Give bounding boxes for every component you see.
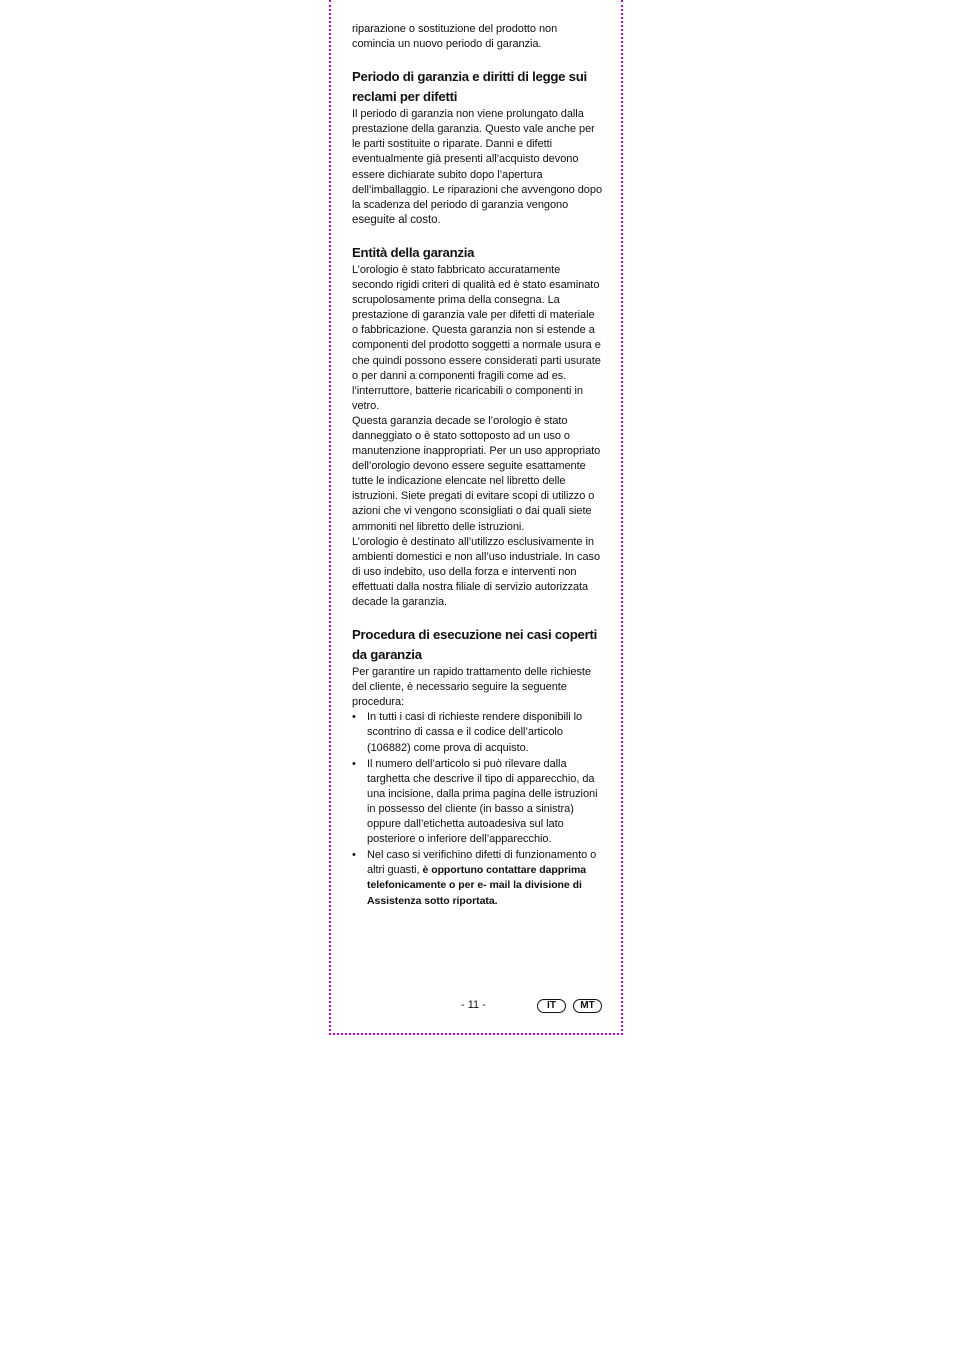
- section-body-warranty-scope-2: Questa garanzia decade se l’orologio è stato danneggiato o è stato sottoposto ad un uso o manutenzione inappropriati. Per un uso appropriato dell’orologio devono essere seguite esattamente tutte le indicazione elencate nel libretto delle istruzioni. Siete pregati di evitare scopi di utilizzo o azioni che vi vengono sconsigliati o dai quali siete ammoniti nel libretto delle istruzioni.: [352, 414, 601, 533]
- section-body-warranty-scope-1: L’orologio è stato fabbricato accuratamente secondo rigidi criteri di qualità ed è stato esaminato scrupolosamente prima della consegna. La prestazione di garanzia vale per difetti di materiale o fabbricazione. Questa garanzia non si estende a componenti del prodotto soggetti a normale usura e che quindi possono essere considerati parti usurate o per danni a componenti fragili come ad es. l’interruttore, batterie ricaricabili o componenti in vetro.: [352, 263, 601, 412]
- section-body-warranty-period: Il periodo di garanzia non viene prolungato dalla prestazione della garanzia. Questo vale anche per le parti sostituite o riparate. Danni e difetti eventualmente già presenti all’acquisto devono essere dichiarate subito dopo l’apertura dell’imballaggio. Le riparazioni che avvengono dopo la scadenza del periodo di garanzia vengono eseguite al costo.: [352, 108, 603, 226]
- list-item: • Il numero dell’articolo si può rilevare dalla targhetta che descrive il tipo di apparecchio, da una incisione, dalla prima pagina delle istruzioni in possesso del cliente (in basso a sinistra) oppure dall’etichetta autoadesiva sul lato posteriore o inferiore dell’apparecchio.: [352, 757, 602, 848]
- procedure-list: [352, 710, 602, 908]
- section-title-warranty-scope: Entità della garanzia: [352, 244, 475, 260]
- list-item: • Nel caso si verifichino difetti di funzionamento o altri guasti, è opportuno contattare dapprima telefonicamente o per e- mail la divisione di Assistenza sotto riportata.: [352, 848, 602, 908]
- section-title-warranty-period: Periodo di garanzia e diritti di legge sui reclami per difetti: [352, 69, 587, 105]
- list-item: • In tutti i casi di richieste rendere disponibili lo scontrino di cassa e il codice dell’articolo (106882) come prova di acquisto.: [352, 710, 602, 755]
- highlight-cost: eseguite al costo: [352, 213, 438, 226]
- section-body-procedure-intro: Per garantire un rapido trattamento delle richieste del cliente, è necessario seguire la seguente procedura:: [352, 666, 591, 709]
- intro-paragraph: riparazione o sostituzione del prodotto non comincia un nuovo periodo di garanzia.: [352, 23, 558, 51]
- section-title-procedure: Procedura di esecuzione nei casi coperti da garanzia: [352, 627, 598, 663]
- language-badge-it: IT: [537, 999, 566, 1013]
- section-body-warranty-scope-3: L’orologio è destinato all’utilizzo esclusivamente in ambienti domestici e non all’uso industriale. In caso di uso indebito, uso della forza e interventi non effettuati dalla nostra filiale di servizio autorizzata decade la garanzia.: [352, 535, 601, 608]
- highlight-contact: è opportuno contattare dapprima telefonicamente o per e- mail la divisione di Assistenza sotto riportata.: [367, 864, 587, 907]
- document-body: [352, 22, 602, 910]
- language-badge-mt: MT: [573, 999, 602, 1013]
- page-number: - 11 -: [461, 999, 486, 1011]
